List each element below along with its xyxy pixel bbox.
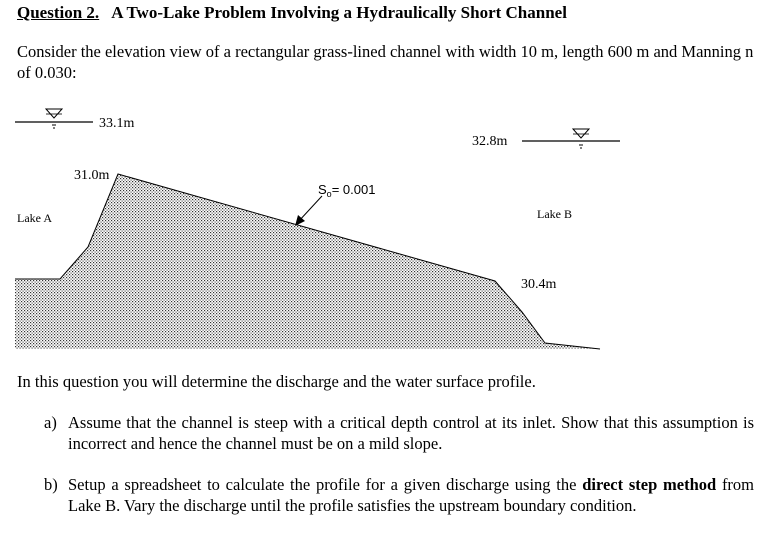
lake-b-label: Lake B (537, 207, 572, 221)
slope-subscript: o (326, 189, 332, 199)
lake-a-label: Lake A (17, 211, 52, 225)
upstream-bed-label: 31.0m (74, 168, 110, 183)
question-number: Question 2. (17, 3, 100, 22)
slope-symbol: S (318, 182, 327, 197)
channel-diagram (0, 100, 776, 360)
question-paragraph: In this question you will determine the discharge and the water surface profile. (17, 372, 536, 391)
question-part-b (44, 474, 754, 516)
part-b-text (68, 474, 754, 516)
downstream-bed-label: 30.4m (521, 277, 557, 292)
embankment-fill (15, 174, 600, 349)
question-title: A Two-Lake Problem Involving a Hydraulically Short Channel (111, 3, 567, 22)
part-b-text-bold: direct step method (582, 475, 717, 494)
part-b-text-post: from Lake B. Vary the discharge until the profile satisfies the upstream boundary condition. (68, 475, 755, 515)
lake-b-level-label: 32.8m (472, 134, 508, 149)
lake-b-water-symbol-icon (573, 129, 589, 148)
slope-label (318, 182, 375, 199)
part-a-text: Assume that the channel is steep with a critical depth control at its inlet. Show that this assumption is incorrect and hence the channel must be on a mild slope. (68, 413, 754, 453)
lake-a-level-label: 33.1m (99, 116, 135, 131)
part-b-text-pre: Setup a spreadsheet to calculate the profile for a given discharge using the (68, 475, 577, 494)
lake-a-water-symbol-icon (46, 109, 62, 128)
part-b-letter: b) (44, 475, 58, 494)
intro-paragraph: Consider the elevation view of a rectangular grass-lined channel with width 10 m, length 600 m and Manning n of 0.030: (17, 42, 754, 82)
slope-value: = 0.001 (331, 182, 376, 197)
question-heading (17, 3, 567, 23)
question-part-a (44, 412, 754, 454)
part-a-letter: a) (44, 413, 57, 432)
